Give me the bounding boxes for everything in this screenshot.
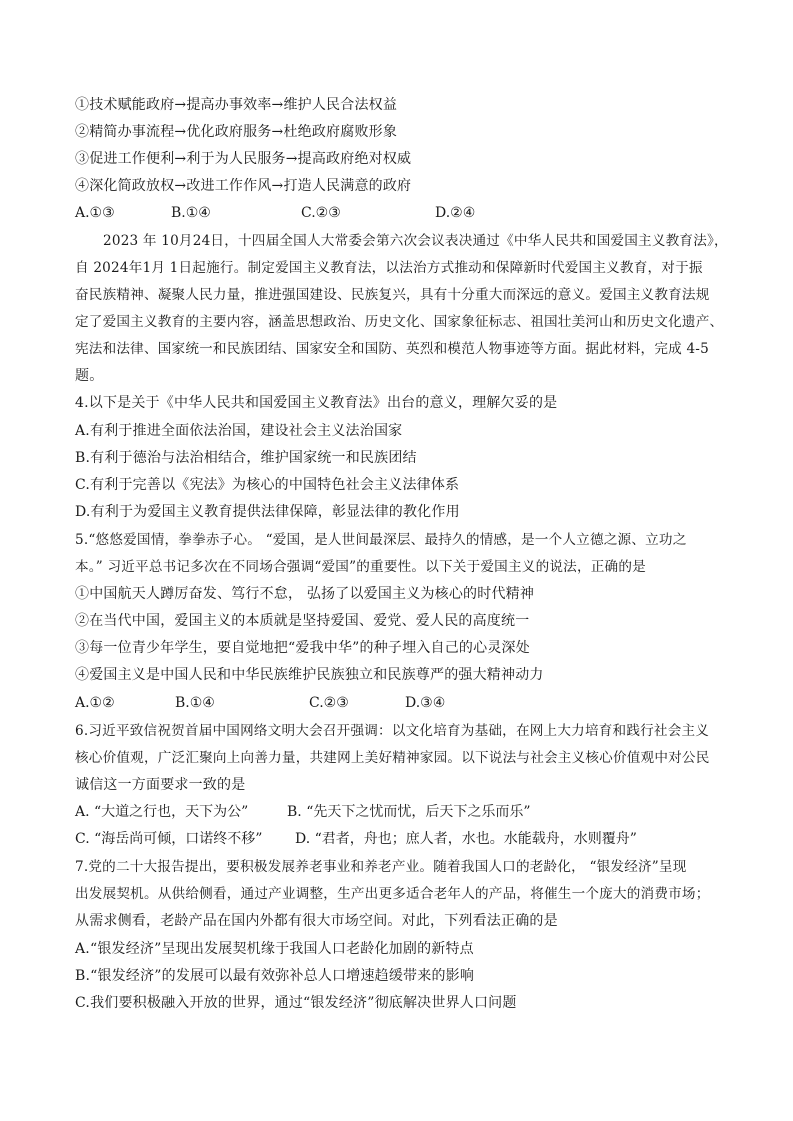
material-line: 宪法和法律、国家统一和民族团结、国家安全和国防、英烈和模范人物事迹等方面。据此材料，完成 4-5 <box>75 341 709 357</box>
option-b: B.①④ <box>171 205 211 221</box>
option-d: D.②④ <box>435 205 476 221</box>
intro-item: ④深化简政放权→改进工作作风→打造人民满意的政府 <box>75 178 412 194</box>
q4-option-a: A.有利于推进全面依法治国，建设社会主义法治国家 <box>75 423 403 439</box>
option-c: C.②③ <box>309 695 349 711</box>
intro-item: ①技术赋能政府→提高办事效率→维护人民合法权益 <box>75 97 398 113</box>
option-a: A. “大道之行也，天下为公” <box>75 804 249 820</box>
q5-item: ④爱国主义是中国人民和中华民族维护民族独立和民族尊严的强大精神动力 <box>75 667 544 683</box>
q3-options <box>75 203 715 223</box>
option-c: C.②③ <box>301 205 341 221</box>
q5-item: ①中国航天人蹲厉奋发、笃行不怠， 弘扬了以爱国主义为核心的时代精神 <box>75 586 535 602</box>
q4-option-b: B.有利于德治与法治相结合，维护国家统一和民族团结 <box>75 450 417 466</box>
q7-option-a: A.“银发经济”呈现出发展契机缘于我国人口老龄化加剧的新特点 <box>75 941 474 957</box>
material-line: 定了爱国主义教育的主要内容，涵盖思想政治、历史文化、国家象征标志、祖国壮美河山和历史文化遗产、 <box>75 314 724 330</box>
q7-option-c: C.我们要积极融入开放的世界，通过“银发经济”彻底解决世界人口问题 <box>75 995 517 1011</box>
option-b: B. “先天下之忧而忧，后天下之乐而乐” <box>287 804 531 820</box>
material-line: 奋民族精神、凝聚人民力量，推进强国建设、民族复兴，具有十分重大而深远的意义。爱国主义教育法规 <box>75 287 710 303</box>
option-d: D.③④ <box>405 695 446 711</box>
q5-item: ②在当代中国，爱国主义的本质就是坚持爱国、爱党、爱人民的高度统一 <box>75 613 530 629</box>
q6-stem: 核心价值观，广泛汇聚向上向善力量，共建网上美好精神家园。以下说法与社会主义核心价值观中对公民 <box>75 750 710 766</box>
q7-stem: 从需求侧看，老龄产品在国内外都有很大市场空间。对此，下列看法正确的是 <box>75 913 558 929</box>
q5-stem: 本。” 习近平总书记多次在不同场合强调“爱国”的重要性。以下关于爱国主义的说法，正确的是 <box>75 559 646 575</box>
q5-item: ③每一位青少年学生，要自觉地把“爱我中华”的种子埋入自己的心灵深处 <box>75 640 530 656</box>
material-line: 题。 <box>75 368 104 384</box>
material-line: 2023 年 10月24日，十四届全国人大常委会第六次会议表决通过《中华人民共和国爱国主义教育法》， <box>103 233 728 249</box>
q5-options <box>75 693 715 713</box>
q5-stem: 5.“悠悠爱国情，拳拳赤子心。 “爱国，是人世间最深层、最持久的情感，是一个人立德之源、立功之 <box>75 532 687 548</box>
q7-stem: 出发展契机。从供给侧看，通过产业调整，生产出更多适合老年人的产品，将催生一个庞大的消费市场； <box>75 886 710 902</box>
q6-options-row2 <box>75 829 715 849</box>
q6-stem: 诚信这一方面要求一致的是 <box>75 777 246 793</box>
option-a: A.①② <box>75 695 115 711</box>
intro-item: ③促进工作便利→利于为人民服务→提高政府绝对权威 <box>75 151 412 167</box>
option-b: B.①④ <box>175 695 215 711</box>
option-c: C. “海岳尚可倾，口诺终不移” <box>75 831 263 847</box>
q4-option-d: D.有利于为爱国主义教育提供法律保障，彰显法律的教化作用 <box>75 504 460 520</box>
q4-option-c: C.有利于完善以《宪法》为核心的中国特色社会主义法律体系 <box>75 477 460 493</box>
material-line: 自 2024年1月 1日起施行。制定爱国主义教育法，以法治方式推动和保障新时代爱国主义教育，对于振 <box>75 260 703 276</box>
q7-option-b: B.“银发经济”的发展可以最有效弥补总人口增速趋缓带来的影响 <box>75 968 475 984</box>
q7-stem: 7.党的二十大报告提出，要积极发展养老事业和养老产业。随着我国人口的老龄化， “银发经济”呈现 <box>75 859 687 875</box>
q6-options-row1 <box>75 802 715 822</box>
intro-item: ②精简办事流程→优化政府服务→杜绝政府腐败形象 <box>75 124 398 140</box>
q4-stem: 4.以下是关于《中华人民共和国爱国主义教育法》出台的意义，理解欠妥的是 <box>75 395 558 411</box>
option-d: D. “君者，舟也；庶人者，水也。水能载舟，水则覆舟” <box>295 831 637 847</box>
option-a: A.①③ <box>75 205 115 221</box>
q6-stem: 6.习近平致信祝贺首届中国网络文明大会召开强调：以文化培育为基础，在网上大力培育和践行社会主义 <box>75 723 710 739</box>
